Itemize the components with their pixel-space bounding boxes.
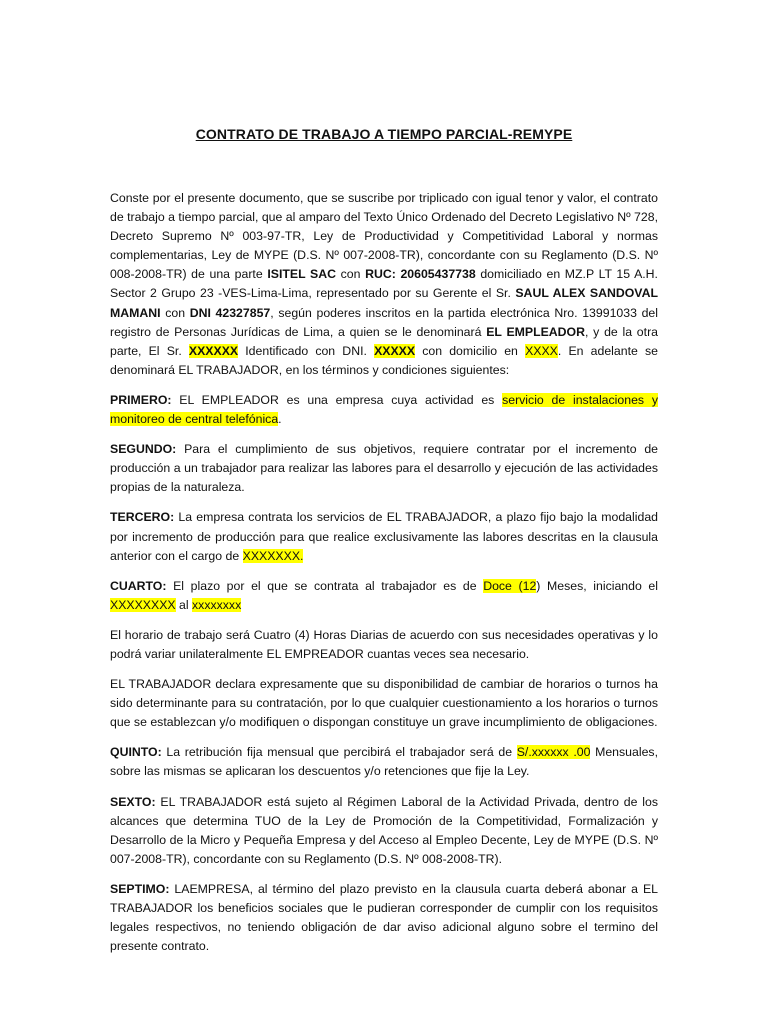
intro-paragraph bbox=[110, 189, 658, 380]
paragraph-horario: El horario de trabajo será Cuatro (4) Horas Diarias de acuerdo con sus necesidades operativas y lo podrá variar unilateralmente EL EMPREADOR cuantas veces sea necesario. bbox=[110, 627, 658, 661]
clause-text: La retribución fija mensual que percibirá el trabajador será de bbox=[161, 745, 517, 760]
intro-text: , y de la otra parte, El Sr. bbox=[110, 324, 658, 358]
clause-text: . bbox=[278, 412, 282, 427]
clause-label: SEPTIMO: bbox=[110, 881, 170, 896]
clause-text: Mensuales, sobre las mismas se aplicaran los descuentos y/o retenciones que fije la Ley. bbox=[110, 745, 658, 779]
worker-name-placeholder: XXXXXX bbox=[188, 343, 239, 358]
company-name: ISITEL SAC bbox=[267, 267, 336, 282]
company-ruc: RUC: 20605437738 bbox=[365, 267, 476, 282]
clause-segundo bbox=[110, 440, 658, 497]
intro-text: Conste por el presente documento, que se suscribe por triplicado con igual tenor y valor, el contrato de trabajo a tiempo parcial, que al amparo del Texto Único Ordenado del Decreto Legislativo Nº 728, Decreto Supremo Nº 003-97-TR, Ley de Productividad y Competitividad Laboral y normas complementarias, Ley de MYPE (D.S. Nº 007-2008-TR), concordante con su Reglamento (D.S. Nº 008-2008-TR) de una parte bbox=[110, 191, 658, 282]
intro-text: Identificado con DNI. bbox=[238, 343, 375, 358]
intro-text: domiciliado en MZ.P LT 15 A.H. Sector 2 Grupo 23 -VES-Lima-Lima, representado por su Gerente el Sr. bbox=[110, 267, 658, 301]
salary-amount-placeholder: S/.xxxxxx .00 bbox=[516, 745, 591, 760]
worker-dni-placeholder: XXXXX bbox=[374, 343, 416, 358]
clause-label: SEXTO: bbox=[110, 794, 156, 809]
intro-text: con bbox=[160, 305, 190, 320]
end-date-placeholder: xxxxxxxx bbox=[192, 597, 242, 612]
clause-text: EL EMPLEADOR es una empresa cuya actividad es bbox=[171, 392, 503, 407]
clause-label: QUINTO: bbox=[110, 745, 162, 760]
clause-quinto bbox=[110, 743, 658, 781]
clause-text: al bbox=[175, 597, 193, 612]
document-body bbox=[110, 189, 658, 956]
intro-text: con domicilio en bbox=[415, 343, 526, 358]
position-placeholder: XXXXXXX. bbox=[242, 548, 304, 563]
employer-term: EL EMPLEADOR bbox=[486, 324, 586, 339]
intro-text: , según poderes inscritos en la partida electrónica Nro. 13991033 del registro de Personas Jurídicas de Lima, a quien se le denominará bbox=[110, 305, 658, 339]
clause-text: Para el cumplimiento de sus objetivos, requiere contratar por el incremento de producción a un trabajador para realizar las labores para el desarrollo y ejecución de las actividades propias de la naturaleza. bbox=[110, 442, 658, 495]
company-activity: servicio de instalaciones y monitoreo de central telefónica bbox=[110, 392, 658, 427]
clause-tercero bbox=[110, 508, 658, 565]
manager-name: SAUL ALEX SANDOVAL MAMANI bbox=[110, 286, 658, 320]
document-title: CONTRATO DE TRABAJO A TIEMPO PARCIAL-REMYPE bbox=[195, 126, 573, 142]
clause-text: LAEMPRESA, al término del plazo previsto en la clausula cuarta deberá abonar a EL TRABAJADOR los beneficios sociales que le pudieran corresponder de cumplir con los requisitos legales respectivos, no teniendo obligación de dar aviso adicional alguno sobre el termino del presente contrato. bbox=[110, 881, 658, 954]
clause-label: SEGUNDO: bbox=[110, 442, 177, 457]
clause-text: La empresa contrata los servicios de EL TRABAJADOR, a plazo fijo bajo la modalidad por incremento de producción para que realice exclusivamente las labores descritas en la clausula anterior con el cargo de bbox=[110, 510, 658, 563]
clause-text: EL TRABAJADOR está sujeto al Régimen Laboral de la Actividad Privada, dentro de los alcances que determina TUO de la Ley de Promoción de la Competitividad, Formalización y Desarrollo de la Micro y Pequeña Empresa y del Acceso al Empleo Decente, Ley de MYPE (D.S. Nº 007-2008-TR), concordante con su Reglamento (D.S. Nº 008-2008-TR). bbox=[110, 794, 658, 866]
clause-text: El plazo por el que se contrata al trabajador es de bbox=[166, 578, 484, 593]
intro-text: . En adelante se denominará EL TRABAJADOR, en los términos y condiciones siguientes: bbox=[110, 343, 658, 377]
clause-label: PRIMERO: bbox=[110, 392, 172, 407]
paragraph-disponibilidad: EL TRABAJADOR declara expresamente que su disponibilidad de cambiar de horarios o turnos ha sido determinante para su contratación, por lo que cualquier cuestionamiento a los horarios o turnos que se establezcan y/o modifiquen o dispongan constituye un grave incumplimiento de obligaciones. bbox=[110, 677, 658, 730]
clause-label: CUARTO: bbox=[110, 578, 167, 593]
manager-dni: DNI 42327857 bbox=[189, 305, 271, 320]
clause-primero bbox=[110, 391, 658, 429]
worker-address-placeholder: XXXX bbox=[525, 343, 558, 358]
clause-cuarto bbox=[110, 577, 658, 615]
clause-sexto bbox=[110, 793, 658, 869]
clause-label: TERCERO: bbox=[110, 510, 175, 525]
intro-text: con bbox=[335, 267, 366, 282]
clause-text: ) Meses, iniciando el bbox=[536, 578, 659, 593]
contract-term: Doce (12 bbox=[483, 578, 537, 593]
start-date-placeholder: XXXXXXXX bbox=[110, 597, 176, 612]
clause-septimo bbox=[110, 880, 658, 956]
